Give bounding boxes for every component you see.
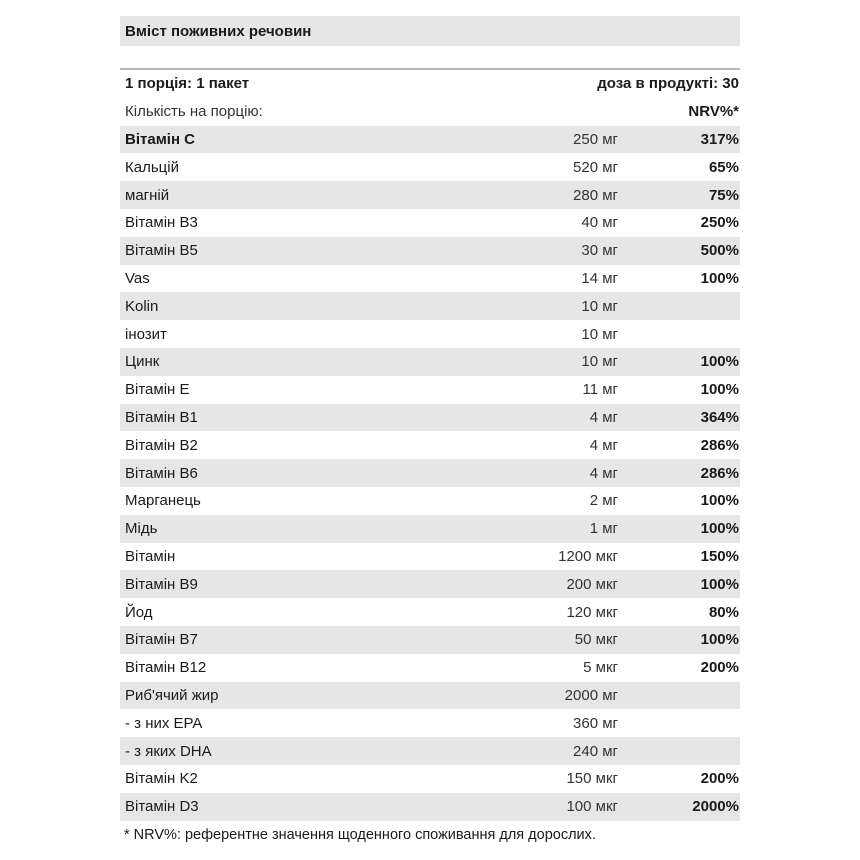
nutrient-amount: 40 мг — [581, 214, 618, 232]
table-title — [120, 16, 740, 46]
nutrient-name: Вітамін B9 — [125, 575, 198, 593]
nutrient-name: Марганець — [125, 492, 201, 510]
nutrient-name: Kolin — [125, 297, 159, 315]
title-text: Вміст поживних речовин — [125, 22, 312, 40]
nutrient-name: Риб'ячий жир — [125, 686, 219, 704]
nutrient-amount: 150 мкг — [566, 770, 618, 788]
table-row — [120, 459, 740, 487]
table-row — [120, 793, 740, 821]
table-row — [120, 431, 740, 459]
nutrient-amount: 4 мг — [589, 464, 618, 482]
table-row — [120, 126, 740, 154]
nutrient-name: Кальцій — [125, 158, 179, 176]
nutrient-name: Вітамін B1 — [125, 408, 198, 426]
per-serving-row — [120, 98, 740, 126]
nutrient-name: Вітамін D3 — [125, 798, 199, 816]
nutrient-amount: 360 мг — [573, 714, 618, 732]
nutrient-amount: 30 мг — [581, 242, 618, 260]
nutrient-list — [120, 126, 740, 821]
nutrient-nrv: 75% — [708, 186, 739, 204]
nutrient-nrv: 100% — [700, 631, 739, 649]
nutrient-amount: 2 мг — [589, 492, 618, 510]
nutrient-nrv: 2000% — [692, 798, 739, 816]
nutrient-nrv: 65% — [708, 158, 739, 176]
serving-row — [120, 70, 740, 98]
nutrient-name: Мідь — [125, 520, 158, 538]
nutrient-amount: 11 мг — [582, 381, 618, 399]
nutrient-amount: 250 мг — [573, 130, 618, 148]
table-row — [120, 237, 740, 265]
nutrient-name: Вітамін B12 — [125, 659, 207, 677]
nrv-header: NRV%* — [688, 103, 739, 121]
nutrient-name: - з яких DHA — [125, 742, 212, 760]
table-row — [120, 626, 740, 654]
nutrient-amount: 10 мг — [581, 353, 618, 371]
nutrient-amount: 1200 мкг — [558, 547, 618, 565]
nutrient-name: інозит — [125, 325, 167, 343]
table-row — [120, 376, 740, 404]
nutrient-amount: 4 мг — [589, 408, 618, 426]
nutrient-name: - з них EPA — [125, 714, 203, 732]
nutrient-amount: 5 мкг — [583, 659, 618, 677]
serving-label: 1 порція: 1 пакет — [125, 75, 250, 93]
table-row — [120, 320, 740, 348]
table-row — [120, 348, 740, 376]
nutrient-nrv: 100% — [700, 520, 739, 538]
nutrient-amount: 10 мг — [581, 297, 618, 315]
nutrient-name: Вітамін B7 — [125, 631, 198, 649]
nutrient-amount: 120 мкг — [566, 603, 618, 621]
nutrient-name: Вітамін B6 — [125, 464, 198, 482]
nutrient-nrv: 150% — [700, 547, 739, 565]
table-row — [120, 598, 740, 626]
nutrient-nrv: 500% — [700, 242, 739, 260]
nutrient-name: магній — [125, 186, 170, 204]
nutrient-name: Вітамін K2 — [125, 770, 198, 788]
table-row — [120, 654, 740, 682]
nutrient-amount: 240 мг — [573, 742, 618, 760]
nutrient-nrv: 100% — [700, 381, 739, 399]
nutrient-amount: 520 мг — [573, 158, 618, 176]
nutrient-nrv: 100% — [700, 492, 739, 510]
table-row — [120, 682, 740, 710]
nutrient-name: Вітамін C — [125, 130, 196, 148]
nutrient-name: Vas — [125, 269, 150, 287]
table-row — [120, 404, 740, 432]
nutrient-name: Вітамін E — [125, 381, 190, 399]
dose-label: доза в продукті: 30 — [597, 75, 739, 93]
table-row — [120, 737, 740, 765]
table-row — [120, 153, 740, 181]
nutrient-amount: 200 мкг — [566, 575, 618, 593]
nutrient-nrv: 100% — [700, 575, 739, 593]
nutrient-name: Йод — [125, 603, 153, 621]
nutrient-nrv: 250% — [700, 214, 739, 232]
nutrient-name: Вітамін B2 — [125, 436, 198, 454]
table-row — [120, 570, 740, 598]
table-row — [120, 515, 740, 543]
nutrient-amount: 280 мг — [573, 186, 618, 204]
nutrient-nrv: 364% — [700, 408, 739, 426]
nutrient-name: Вітамін B5 — [125, 242, 198, 260]
nutrient-nrv: 286% — [700, 436, 739, 454]
footnote: * NRV%: референтне значення щоденного споживання для дорослих. — [124, 826, 596, 843]
table-row — [120, 765, 740, 793]
table-row — [120, 209, 740, 237]
nutrient-nrv: 200% — [700, 659, 739, 677]
nutrient-amount: 50 мкг — [574, 631, 618, 649]
nutrient-amount: 10 мг — [581, 325, 618, 343]
nutrient-name: Вітамін — [125, 547, 176, 565]
table-row — [120, 543, 740, 571]
nutrient-nrv: 286% — [700, 464, 739, 482]
nutrient-name: Вітамін B3 — [125, 214, 198, 232]
nutrient-nrv: 100% — [700, 269, 739, 287]
nutrient-nrv: 200% — [700, 770, 739, 788]
nutrient-nrv: 100% — [700, 353, 739, 371]
nutrient-amount: 14 мг — [581, 269, 618, 287]
nutrient-amount: 4 мг — [589, 436, 618, 454]
nutrient-nrv: 317% — [700, 130, 739, 148]
nutrient-name: Цинк — [125, 353, 160, 371]
nutrient-amount: 1 мг — [589, 520, 618, 538]
nutrient-amount: 100 мкг — [566, 798, 618, 816]
nutrient-nrv: 80% — [708, 603, 739, 621]
table-row — [120, 181, 740, 209]
nutrient-amount: 2000 мг — [564, 686, 618, 704]
nutrition-table — [120, 16, 740, 843]
table-row — [120, 709, 740, 737]
per-serving-label: Кількість на порцію: — [125, 103, 263, 121]
table-row — [120, 487, 740, 515]
table-row — [120, 292, 740, 320]
table-row — [120, 265, 740, 293]
